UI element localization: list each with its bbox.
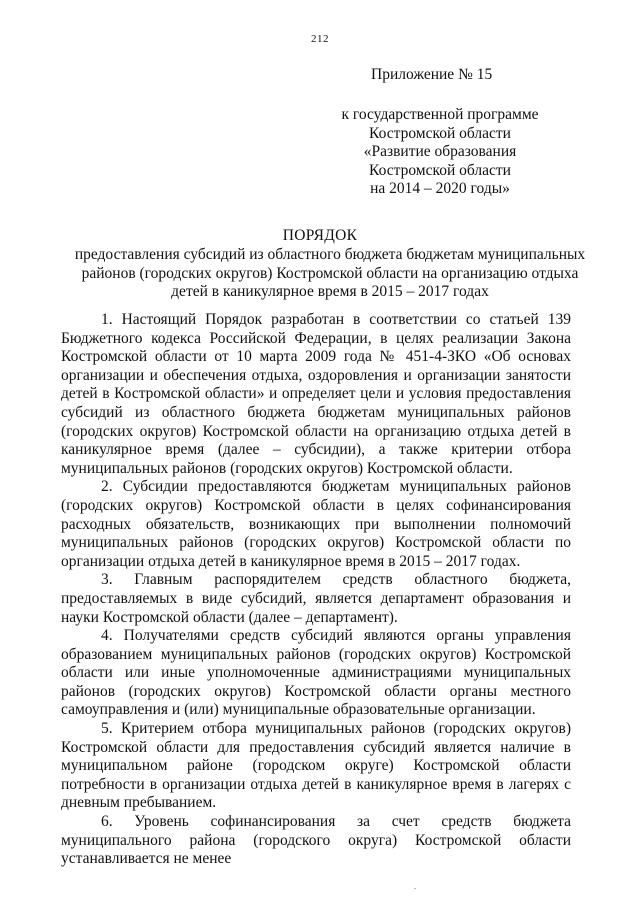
document-title: ПОРЯДОК bbox=[282, 227, 358, 244]
paragraph-5: 5. Критерием отбора муниципальных районов (городских округов) Костромской области для предоставления субсидий является наличие в муниципальном районе (городском округе) Костромской области потребности в организации отдыха детей в каникулярное время в лагерях с дневным пребыванием. bbox=[61, 720, 571, 812]
appendix-title: Приложение № 15 bbox=[371, 66, 493, 83]
appendix-line: к государственной программе bbox=[341, 106, 539, 123]
subtitle-line: районов (городских округов) Костромской области на организацию отдыха bbox=[81, 264, 579, 282]
paragraph-2: 2. Субсидии предоставляются бюджетам муниципальных районов (городских округов) Костромской области в целях софинансирования расходных обязательств, возникающих при выполнении полномочий муниципальных районов (городских округов) Костромской области по организации отдыха детей в каникулярное время в 2015 – 2017 годах. bbox=[61, 478, 571, 570]
appendix-line: Костромской области bbox=[369, 161, 511, 179]
paragraph-3: 3. Главным распорядителем средств областного бюджета, предоставляемых в виде субсидий, является департамент образования и науки Костромской области (далее – департамент). bbox=[61, 571, 571, 626]
appendix-line: на 2014 – 2020 годы» bbox=[370, 180, 510, 198]
subtitle-line: детей в каникулярное время в 2015 – 2017 годах bbox=[171, 283, 489, 301]
paragraph-1: 1. Настоящий Порядок разработан в соответствии со статьей 139 Бюджетного кодекса Российской Федерации, в целях реализации Закона Костромской области от 10 марта 2009 года № 451-4-ЗКО «Об основах организации и обеспечения отдыха, оздоровления и организации занятости детей в Костромской области» и определяет цели и условия предоставления субсидий из областного бюджета бюджетам муниципальных районов (городских округов) Костромской области на организацию отдыха детей в каникулярное время (далее – субсидии), а также критерии отбора муниципальных районов (городских округов) Костромской области. bbox=[61, 311, 571, 477]
page-number: 212 bbox=[311, 33, 329, 45]
appendix-line: Костромской области bbox=[369, 124, 511, 142]
document-subtitle bbox=[40, 246, 620, 302]
appendix-reference bbox=[340, 106, 540, 199]
appendix-line: «Развитие образования bbox=[363, 143, 517, 161]
subtitle-line: предоставления субсидий из областного бюджета бюджетам муниципальных bbox=[74, 246, 586, 263]
document-body bbox=[61, 311, 571, 869]
scan-mark: . bbox=[414, 882, 416, 891]
paragraph-4: 4. Получателями средств субсидий являются органы управления образованием муниципальных районов (городских округов) Костромской области или иные уполномоченные администрациями муниципальных районов (городских округов) Костромской области органы местного самоуправления и (или) муниципальные образовательные организации. bbox=[61, 627, 571, 719]
paragraph-6: 6. Уровень софинансирования за счет средств бюджета муниципального района (городского округа) Костромской области устанавливается не менее bbox=[61, 813, 571, 868]
